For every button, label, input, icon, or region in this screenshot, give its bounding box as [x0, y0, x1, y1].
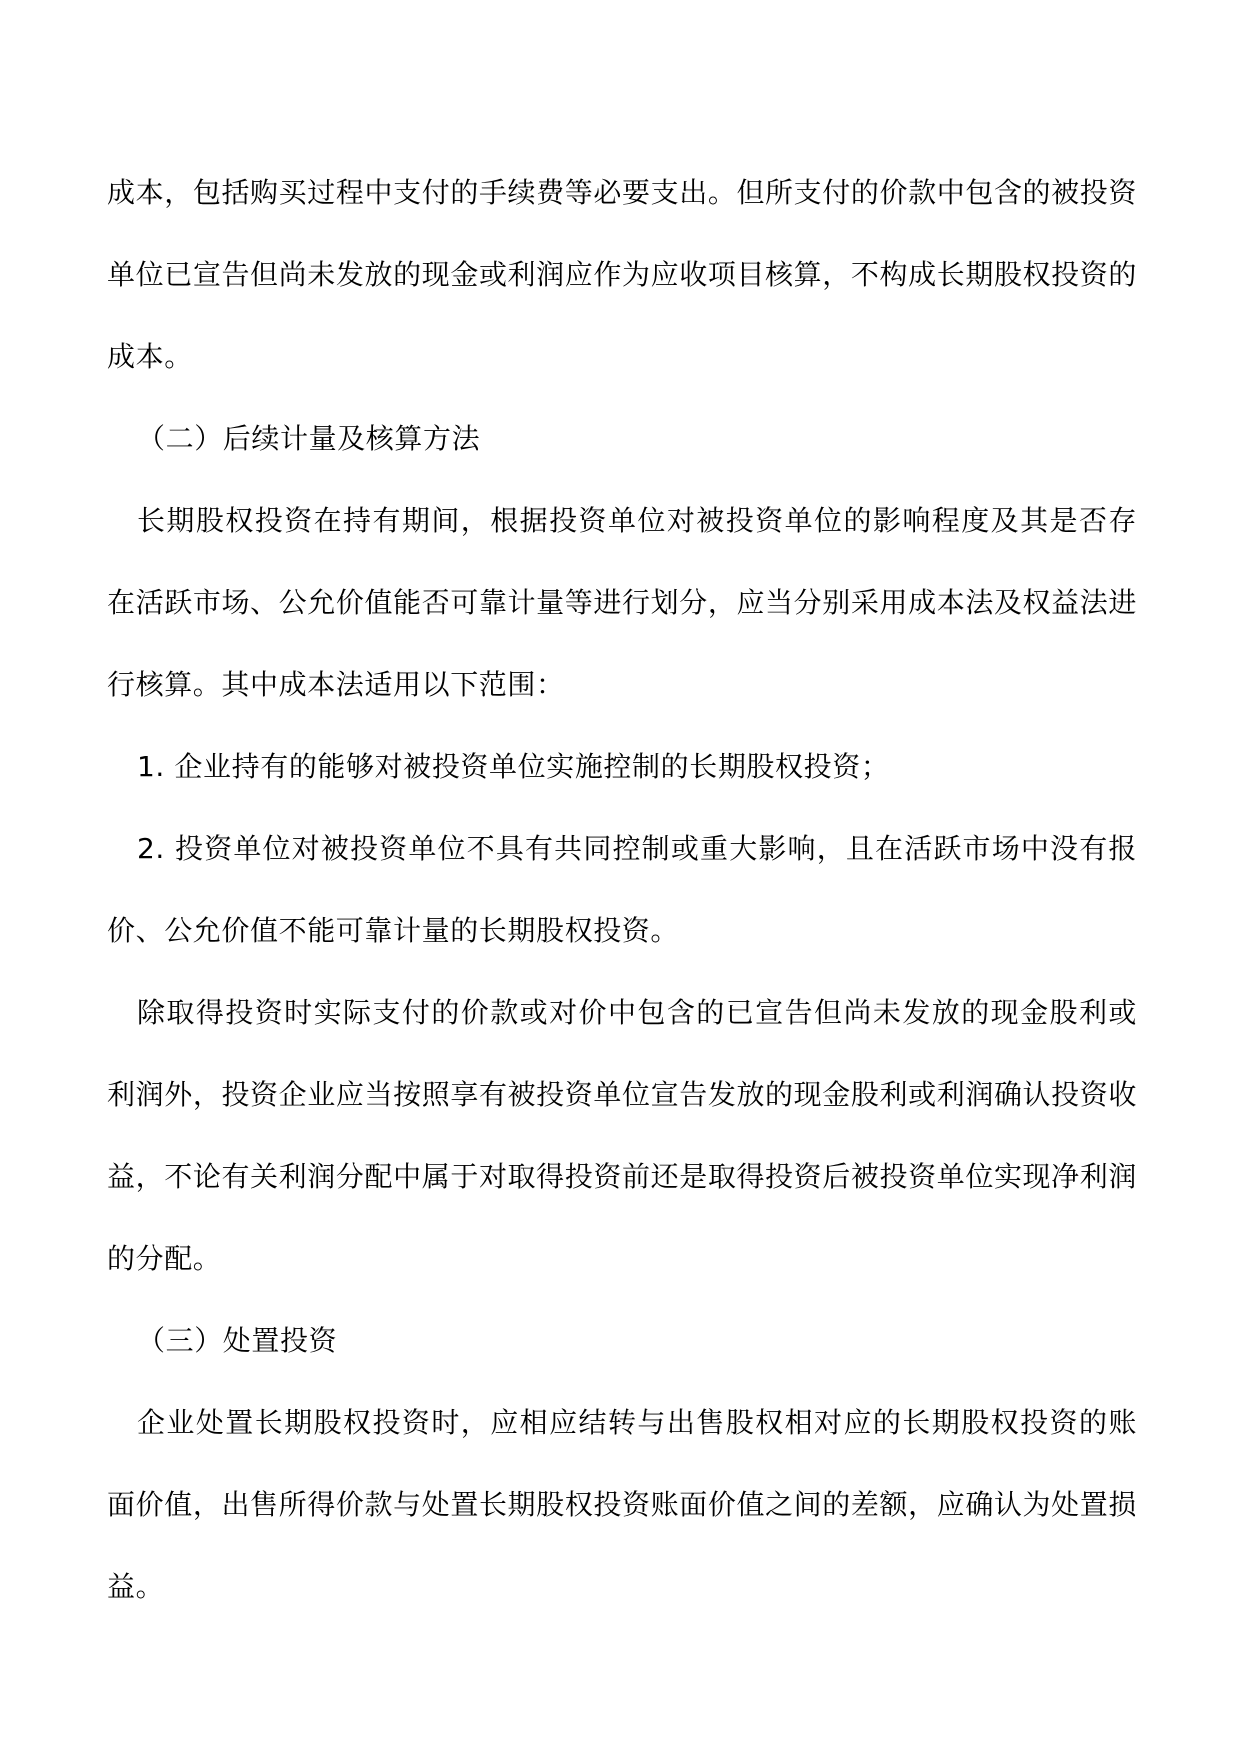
list-item-1: 1. 企业持有的能够对被投资单位实施控制的长期股权投资； — [137, 750, 890, 783]
section-heading-subsequent-measurement: （二）后续计量及核算方法 — [137, 422, 481, 455]
paragraph-cost-continued: 成本，包括购买过程中支付的手续费等必要支出。但所支付的价款中包含的被投资单位已宣告但尚未发放的现金或利润应作为应收项目核算，不构成长期股权投资的成本。 — [107, 176, 1137, 373]
paragraph-investment-income: 除取得投资时实际支付的价款或对价中包含的已宣告但尚未发放的现金股利或利润外，投资企业应当按照享有被投资单位宣告发放的现金股利或利润确认投资收益，不论有关利润分配中属于对取得投资前还是取得投资后被投资单位实现净利润的分配。 — [107, 996, 1137, 1275]
list-item-2: 2. 投资单位对被投资单位不具有共同控制或重大影响，且在活跃市场中没有报价、公允价值不能可靠计量的长期股权投资。 — [107, 832, 1137, 947]
section-heading-disposal: （三）处置投资 — [137, 1324, 338, 1357]
document-body — [107, 152, 1137, 1628]
paragraph-disposal: 企业处置长期股权投资时，应相应结转与出售股权相对应的长期股权投资的账面价值，出售所得价款与处置长期股权投资账面价值之间的差额，应确认为处置损益。 — [107, 1406, 1137, 1603]
paragraph-holding-period: 长期股权投资在持有期间，根据投资单位对被投资单位的影响程度及其是否存在活跃市场、公允价值能否可靠计量等进行划分，应当分别采用成本法及权益法进行核算。其中成本法适用以下范围： — [107, 504, 1137, 701]
